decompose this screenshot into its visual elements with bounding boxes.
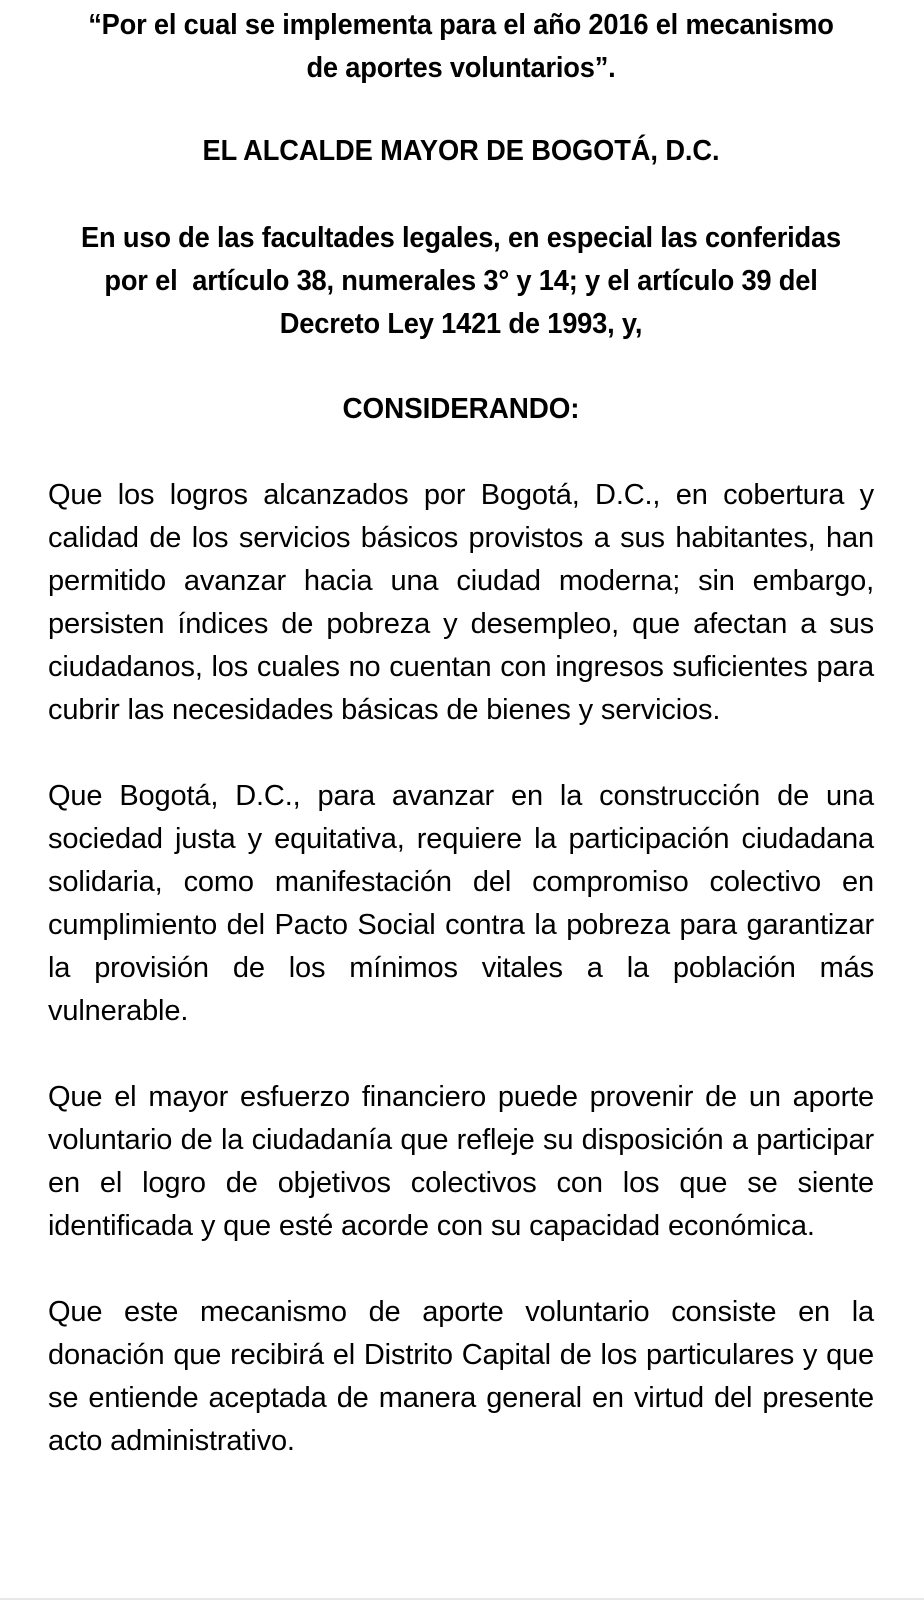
document-title: “Por el cual se implementa para el año 2016 el mecanismo de aportes voluntarios”.: [88, 9, 834, 84]
document-content: [48, 0, 874, 1463]
considerando-paragraph-1: Que los logros alcanzados por Bogotá, D.C., en cobertura y calidad de los servicios básicos provistos a sus habitantes, han permitido avanzar hacia una ciudad moderna; sin embargo, persisten índices de pobreza y desempleo, que afectan a sus ciudadanos, los cuales no cuentan con ingresos suficientes para cubrir las necesidades básicas de bienes y servicios.: [48, 479, 874, 726]
considerando-heading: CONSIDERANDO:: [342, 393, 580, 425]
considerando-paragraph-3: Que el mayor esfuerzo financiero puede provenir de un aporte voluntario de la ciudadanía que refleje su disposición a participar en el logro de objetivos colectivos con los que se siente identificada y que esté acorde con su capacidad económica.: [48, 1081, 874, 1242]
issuing-authority-heading: EL ALCALDE MAYOR DE BOGOTÁ, D.C.: [202, 135, 720, 167]
legal-faculties-statement: En uso de las facultades legales, en especial las conferidas por el artículo 38, numerales 3° y 14; y el artículo 39 del Decreto Ley 1421 de 1993, y,: [81, 222, 849, 340]
considerandos-body: [48, 431, 874, 1463]
considerando-paragraph-2: Que Bogotá, D.C., para avanzar en la construcción de una sociedad justa y equitativa, requiere la participación ciudadana solidaria, como manifestación del compromiso colectivo en cumplimiento del Pacto Social contra la pobreza para garantizar la provisión de los mínimos vitales a la población más vulnerable.: [48, 780, 874, 1027]
considerando-paragraph-4: Que este mecanismo de aporte voluntario consiste en la donación que recibirá el Distrito Capital de los particulares y que se entiende aceptada de manera general en virtud del presente acto administrativo.: [48, 1296, 874, 1457]
